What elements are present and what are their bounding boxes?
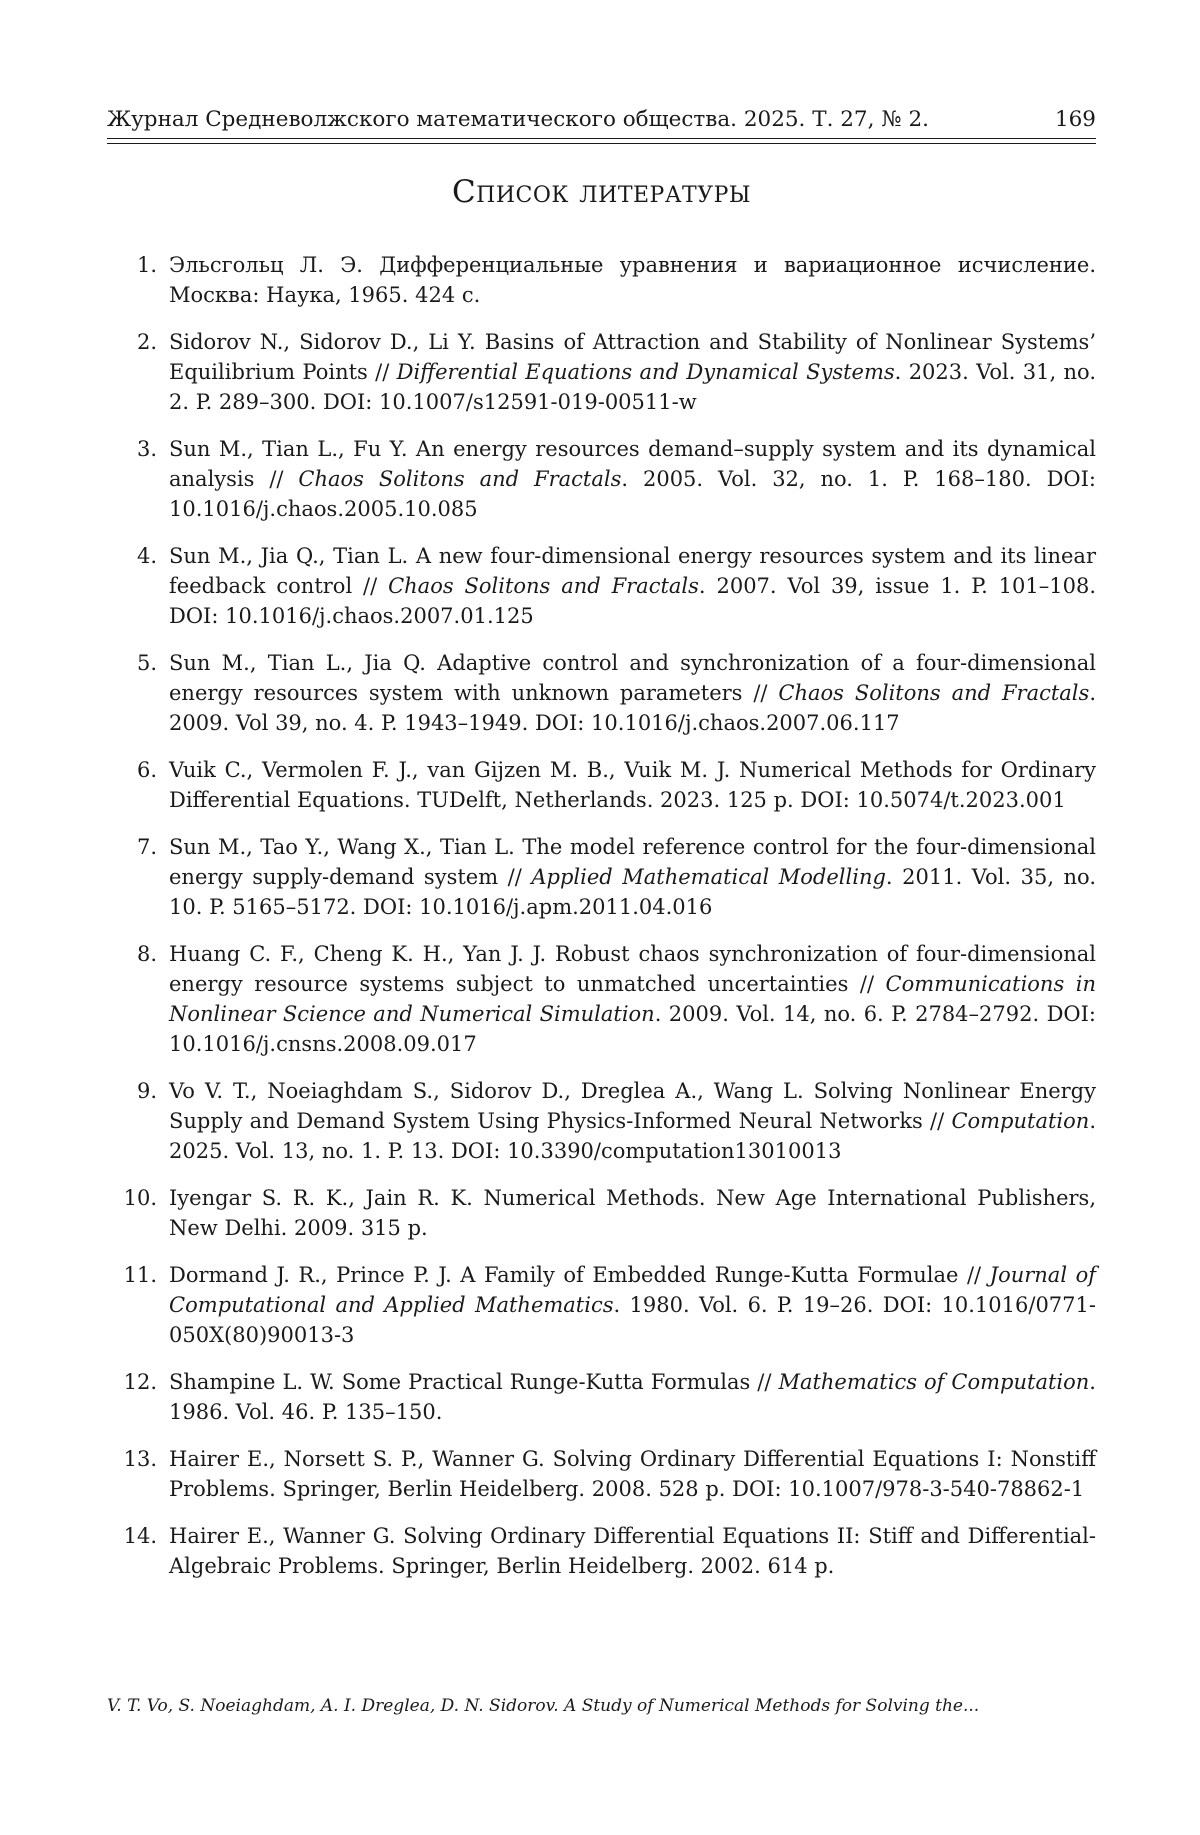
- reference-text: Sun M., Jia Q., Tian L. A new four-dimensional energy resources system and its linear feedback control //: [169, 544, 1096, 598]
- reference-source: Differential Equations and Dynamical Systems: [396, 360, 895, 384]
- reference-source: Computation: [951, 1109, 1090, 1133]
- reference-text: Hairer E., Norsett S. P., Wanner G. Solving Ordinary Differential Equations I: Nonstiff Problems. Springer, Berlin Heidelberg. 2008. 528 p. DOI: 10.1007/978-3-540-78862-1: [169, 1447, 1096, 1501]
- reference-details: . 2025. Vol. 13, no. 1. P. 13. DOI: 10.3390/computation13010013: [169, 1109, 1096, 1163]
- reference-item: [107, 939, 1096, 1059]
- reference-text: Sun M., Tao Y., Wang X., Tian L. The model reference control for the four-dimensional energy supply-demand system //: [169, 835, 1096, 889]
- document-page: [107, 0, 1096, 1835]
- reference-text: Эльсгольц Л. Э. Дифференциальные уравнения и вариационное исчисление. Москва: Наука, 1965. 424 с.: [169, 253, 1096, 307]
- reference-number: 10.: [123, 1186, 157, 1210]
- header-rule-top: [107, 138, 1096, 139]
- reference-text: Iyengar S. R. K., Jain R. K. Numerical Methods. New Age International Publishers, New Delhi. 2009. 315 p.: [169, 1186, 1096, 1240]
- reference-source: Communications in Nonlinear Science and Numerical Simulation: [169, 972, 1096, 1026]
- section-title: Список литературы: [451, 174, 752, 210]
- reference-text: Sun M., Tian L., Fu Y. An energy resources demand–supply system and its dynamical analysis //: [169, 437, 1096, 491]
- reference-source: Chaos Solitons and Fractals: [298, 467, 622, 491]
- reference-item: [107, 1076, 1096, 1166]
- reference-item: [107, 1521, 1096, 1581]
- reference-source: Applied Mathematical Modelling: [531, 865, 886, 889]
- reference-details: . 1980. Vol. 6. P. 19–26. DOI: 10.1016/0771-050X(80)90013-3: [169, 1293, 1096, 1347]
- reference-item: [107, 434, 1096, 524]
- reference-item: [107, 541, 1096, 631]
- reference-text: Vo V. T., Noeiaghdam S., Sidorov D., Dreglea A., Wang L. Solving Nonlinear Energy Supply and Demand System Using Physics-Informed Neural Networks //: [169, 1079, 1096, 1133]
- page-number: 169: [1054, 107, 1096, 132]
- reference-number: 6.: [136, 758, 157, 782]
- reference-details: . 1986. Vol. 46. P. 135–150.: [169, 1370, 1096, 1424]
- reference-number: 9.: [136, 1079, 157, 1103]
- reference-details: . 2011. Vol. 35, no. 10. P. 5165–5172. DOI: 10.1016/j.apm.2011.04.016: [169, 865, 1096, 919]
- reference-text: Vuik C., Vermolen F. J., van Gijzen M. B., Vuik M. J. Numerical Methods for Ordinary Differential Equations. TUDelft, Netherlands. 2023. 125 p. DOI: 10.5074/t.2023.001: [169, 758, 1096, 812]
- reference-source: Journal of Computational and Applied Mathematics: [169, 1263, 1096, 1317]
- reference-list: [107, 250, 1096, 1598]
- reference-item: [107, 648, 1096, 738]
- reference-number: 1.: [136, 253, 157, 277]
- reference-number: 8.: [136, 942, 157, 966]
- reference-details: . 2005. Vol. 32, no. 1. P. 168–180. DOI: 10.1016/j.chaos.2005.10.085: [169, 467, 1096, 521]
- reference-item: [107, 1367, 1096, 1427]
- reference-text: Hairer E., Wanner G. Solving Ordinary Differential Equations II: Stiff and Differential-Algebraic Problems. Springer, Berlin Heidelberg. 2002. 614 p.: [169, 1524, 1096, 1578]
- reference-item: [107, 1260, 1096, 1350]
- reference-item: [107, 1183, 1096, 1243]
- reference-number: 11.: [123, 1263, 157, 1287]
- reference-item: [107, 1444, 1096, 1504]
- reference-details: . 2007. Vol 39, issue 1. P. 101–108. DOI: 10.1016/j.chaos.2007.01.125: [169, 574, 1096, 628]
- reference-item: [107, 327, 1096, 417]
- reference-number: 3.: [136, 437, 157, 461]
- reference-details: . 2009. Vol 39, no. 4. P. 1943–1949. DOI: 10.1016/j.chaos.2007.06.117: [169, 681, 1096, 735]
- reference-source: Chaos Solitons and Fractals: [778, 681, 1090, 705]
- reference-item: [107, 250, 1096, 310]
- reference-details: . 2009. Vol. 14, no. 6. P. 2784–2792. DOI: 10.1016/j.cnsns.2008.09.017: [169, 1002, 1096, 1056]
- reference-text: Dormand J. R., Prince P. J. A Family of Embedded Runge-Kutta Formulae //: [169, 1263, 990, 1287]
- reference-source: Mathematics of Computation: [778, 1370, 1090, 1394]
- header-rule-bottom: [107, 143, 1096, 144]
- reference-number: 14.: [123, 1524, 157, 1548]
- reference-number: 2.: [136, 330, 157, 354]
- reference-details: . 2023. Vol. 31, no. 2. P. 289–300. DOI: 10.1007/s12591-019-00511-w: [169, 360, 1097, 414]
- reference-source: Chaos Solitons and Fractals: [388, 574, 699, 598]
- reference-number: 4.: [136, 544, 157, 568]
- reference-number: 5.: [136, 651, 157, 675]
- reference-number: 7.: [136, 835, 157, 859]
- reference-number: 12.: [123, 1370, 157, 1394]
- reference-item: [107, 755, 1096, 815]
- reference-text: Sidorov N., Sidorov D., Li Y. Basins of Attraction and Stability of Nonlinear Systems’ Equilibrium Points //: [169, 330, 1096, 384]
- reference-number: 13.: [123, 1447, 157, 1471]
- reference-text: Shampine L. W. Some Practical Runge-Kutta Formulas //: [169, 1370, 779, 1394]
- reference-text: Huang C. F., Cheng K. H., Yan J. J. Robust chaos synchronization of four-dimensional energy resource systems subject to unmatched uncertainties //: [169, 942, 1096, 996]
- running-footer: V. T. Vo, S. Noeiaghdam, A. I. Dreglea, D. N. Sidorov. A Study of Numerical Methods for Solving the...: [107, 1696, 980, 1716]
- journal-title: Журнал Средневолжского математического общества. 2025. Т. 27, № 2.: [107, 107, 929, 132]
- running-header: [107, 106, 1096, 134]
- reference-text: Sun M., Tian L., Jia Q. Adaptive control and synchronization of a four-dimensional energy resources system with unknown parameters //: [169, 651, 1096, 705]
- reference-item: [107, 832, 1096, 922]
